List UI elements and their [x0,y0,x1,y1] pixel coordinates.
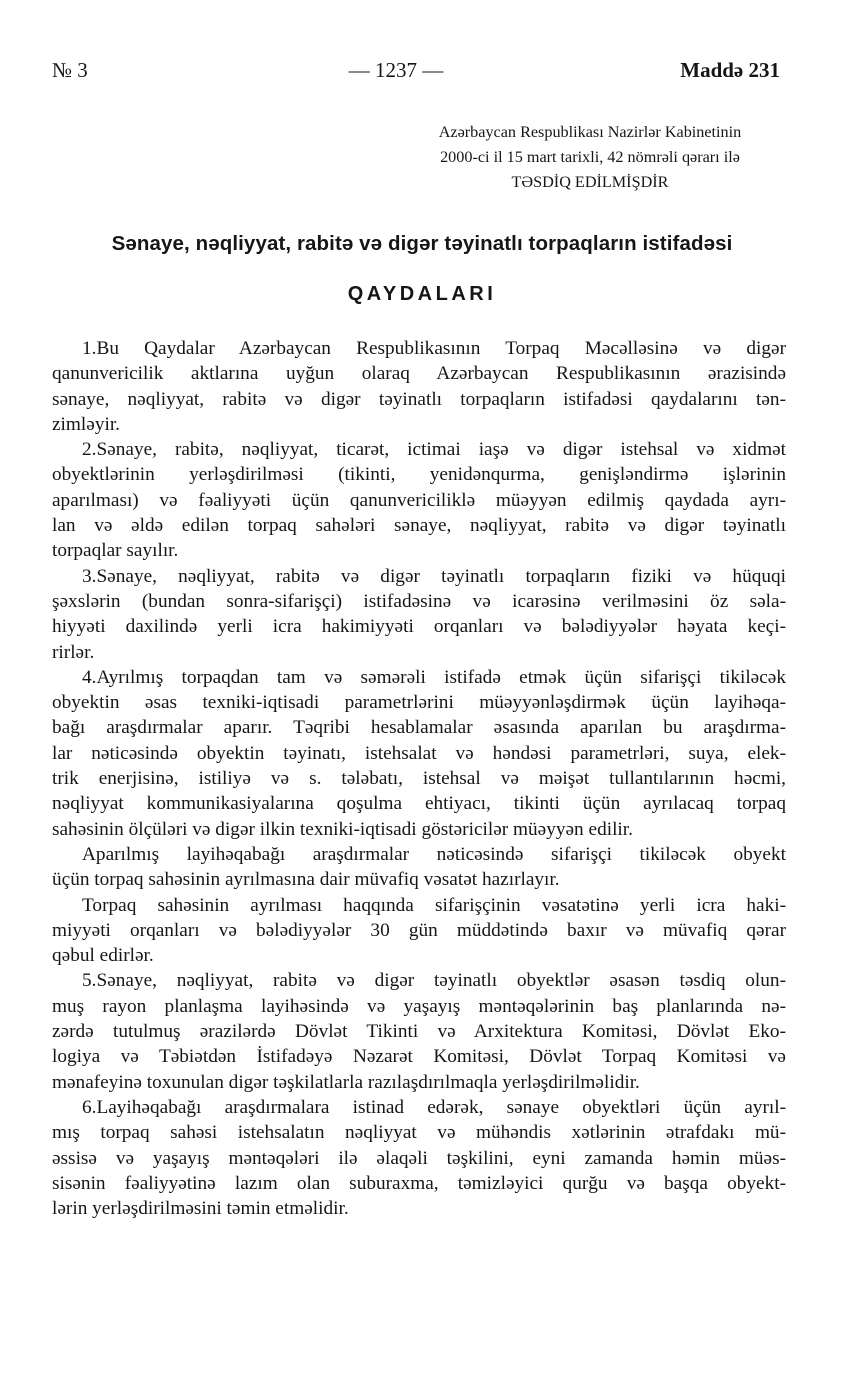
approval-block [380,120,800,195]
paragraph [52,968,786,1094]
paragraph-line: miyyəti orqanları və bələdiyyələr 30 gün müddətində baxır və müvafiq qərar [52,919,786,941]
paragraph [52,665,786,842]
paragraph-line: 5.Sənaye, nəqliyyat, rabitə və digər təyinatlı obyektlər əsasən təsdiq olun- [82,970,786,992]
paragraph-line: sənaye, nəqliyyat, rabitə və digər təyinatlı torpaqların istifadəsi qaydalarını tən- [52,388,786,410]
paragraph-line: obyektlərinin yerləşdirilməsi (tikinti, yenidənqurma, genişləndirmə işlərinin [52,464,786,486]
paragraph-line: torpaqlar sayılır. [52,540,179,562]
paragraph-line: lan və əldə edilən torpaq sahələri sənaye, nəqliyyat, rabitə və digər təyinatlı [52,515,786,537]
paragraph-line: lar nəticəsində obyektin təyinatı, istehsalat və həndəsi parametrləri, suya, elek- [52,742,786,764]
paragraph-line: üçün torpaq sahəsinin ayrılmasına dair müvafiq vəsatət hazırlayır. [52,869,560,891]
paragraph [52,893,786,969]
paragraph-line: Torpaq sahəsinin ayrılması haqqında sifarişçinin vəsatətinə yerli icra haki- [82,894,786,916]
paragraph-line: sisənin fəaliyyətinə lazım olan suburaxma, təmizləyici qurğu və başqa obyekt- [52,1172,786,1194]
paragraph-line: 2.Sənaye, rabitə, nəqliyyat, ticarət, ictimai iaşə və digər istehsal və xidmət [82,439,786,461]
approval-line: Azərbaycan Respublikası Nazirlər Kabinetinin [438,123,742,141]
paragraph-line: 6.Layihəqabağı araşdırmalara istinad edərək, sənaye obyektləri üçün ayrıl- [82,1096,786,1118]
paragraph-line: lərin yerləşdirilməsini təmin etməlidir. [52,1198,349,1220]
paragraph-line: 1.Bu Qaydalar Azərbaycan Respublikasının Torpaq Məcəlləsinə və digər [82,338,786,359]
paragraph-line: şəxslərin (bundan sonra-sifarişçi) istifadəsinə və icarəsinə verilməsini öz səla- [52,590,786,612]
paragraph-line: əssisə və yaşayış məntəqələri ilə əlaqəli təşkilini, eyni zamanda həmin müəs- [52,1147,786,1169]
paragraph-line: mənafeyinə toxunulan digər təşkilatlarla razılaşdırılmaqla yerləşdirilməlidir. [52,1071,640,1093]
paragraph-line: obyektin əsas texniki-iqtisadi parametrlərini müəyyənləşdirmək üçün layihəqa- [52,692,786,714]
paragraph-line: hiyyəti daxilində yerli icra hakimiyyəti orqanları və bələdiyyələr həyata keçi- [52,616,786,638]
page-header [52,58,780,90]
document-title: Sənaye, nəqliyyat, rabitə və digər təyinatlı torpaqların istifadəsi [111,232,733,255]
issue-number: № 3 [52,58,88,82]
paragraph [52,437,786,563]
approval-line: 2000-ci il 15 mart tarixli, 42 nömrəli qərarı ilə [440,148,740,166]
article-number: Maddə 231 [680,58,780,82]
paragraph [52,842,786,893]
paragraph-line: nəqliyyat kommunikasiyalarına qoşulma ehtiyacı, tikinti üçün ayrılacaq torpaq [52,793,786,815]
paragraph [52,564,786,665]
document-body [52,336,786,1221]
paragraph-line: rirlər. [52,641,95,663]
document-subtitle: QAYDALARI [347,283,497,305]
paragraph-line: muş rayon planlaşma layihəsində və yaşayış məntəqələrinin baş planlarında nə- [52,995,786,1017]
paragraph-line: sahəsinin ölçüləri və digər ilkin texniki-iqtisadi göstəricilər müəyyən edilir. [52,818,633,840]
paragraph-line: trik enerjisinə, istiliyə və s. tələbatı, istehsal və məişət tullantılarının həcmi, [52,768,786,790]
paragraph-line: logiya və Təbiətdən İstifadəyə Nəzarət Komitəsi, Dövlət Torpaq Komitəsi və [52,1046,786,1068]
paragraph-line: Aparılmış layihəqabağı araşdırmalar nəticəsində sifarişçi tikiləcək obyekt [82,843,786,865]
paragraph-line: zərdə tutulmuş ərazilərdə Dövlət Tikinti və Arxitektura Komitəsi, Dövlət Eko- [52,1021,786,1043]
page-number: — 1237 — [348,58,444,82]
paragraph-line: qanunvericilik aktlarına uyğun olaraq Azərbaycan Respublikasının ərazisində [52,363,786,385]
paragraph-line: qəbul edirlər. [52,945,154,967]
paragraph-line: zimləyir. [52,413,121,435]
paragraph-line: mış torpaq sahəsi istehsalatın nəqliyyat və mühəndis xətlərinin ətrafdakı mü- [52,1122,786,1144]
paragraph-line: 3.Sənaye, nəqliyyat, rabitə və digər təyinatlı torpaqların fiziki və hüquqi [82,565,786,587]
paragraph [52,336,786,437]
paragraph-line: 4.Ayrılmış torpaqdan tam və səmərəli istifadə etmək üçün sifarişçi tikiləcək [82,666,786,688]
paragraph-line: aparılması) və fəaliyyəti üçün qanunvericiliklə müəyyən edilmiş qaydada ayrı- [52,489,786,511]
paragraph-line: bağı araşdırmalar aparır. Təqribi hesablamalar əsasında aparılan bu araşdırma- [52,717,786,739]
paragraph [52,1095,786,1221]
approval-line: TƏSDİQ EDİLMİŞDİR [511,173,669,191]
